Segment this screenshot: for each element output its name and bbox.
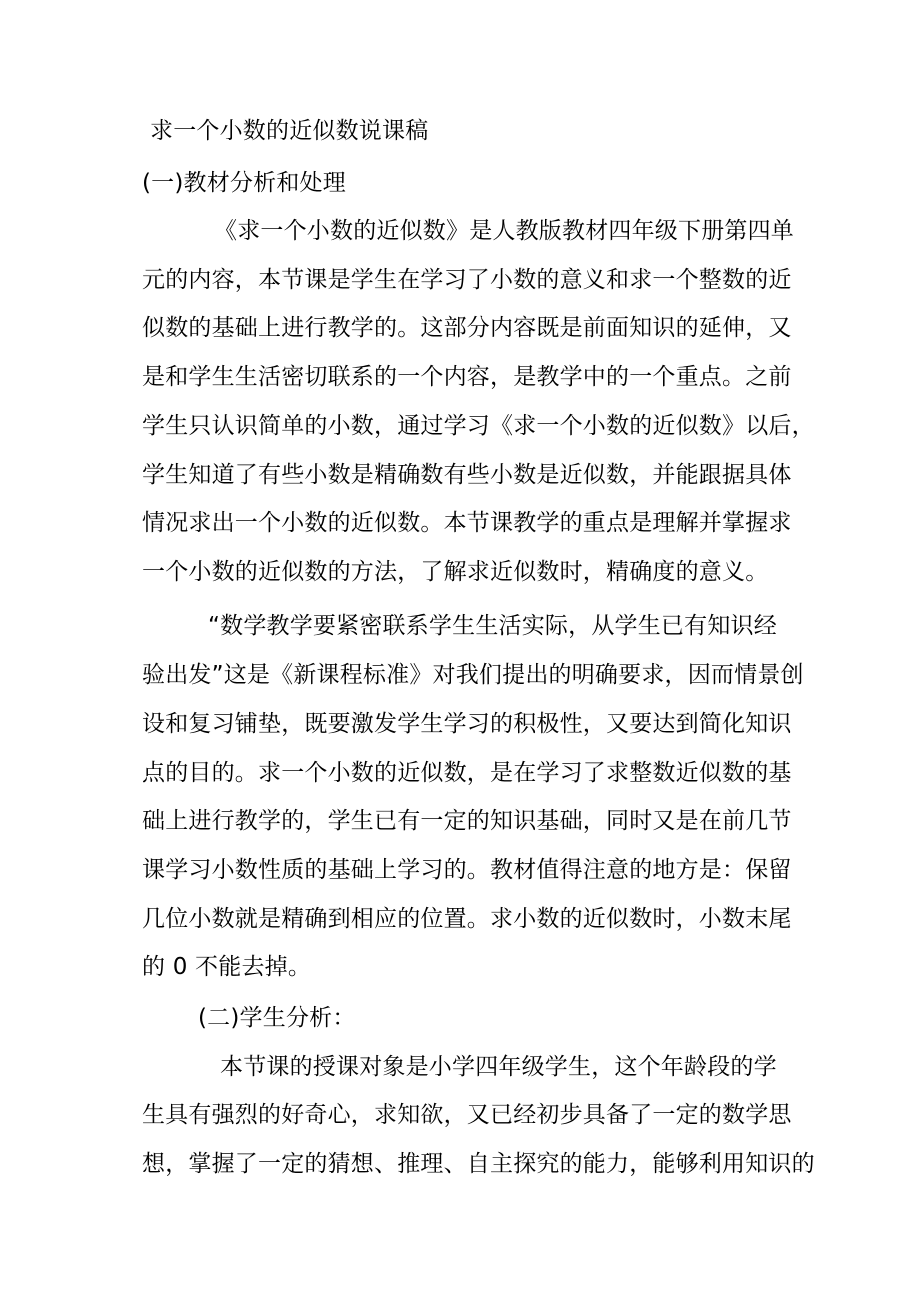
paragraph-line: 验出发”这是《新课程标准》对我们提出的明确要求，因而情景创 bbox=[142, 662, 804, 688]
paragraph-line: 的 0 不能去掉。 bbox=[142, 954, 312, 980]
paragraph-line: 设和复习铺垫，既要激发学生学习的积极性，又要达到简化知识 bbox=[142, 711, 792, 737]
paragraph-line: 础上进行教学的，学生已有一定的知识基础，同时又是在前几节 bbox=[142, 808, 792, 834]
paragraph-line: 课学习小数性质的基础上学习的。教材值得注意的地方是：保留 bbox=[142, 857, 792, 883]
section-heading-students: (二)学生分析： bbox=[198, 1005, 356, 1031]
paragraph-line: 元的内容，本节课是学生在学习了小数的意义和求一个整数的近 bbox=[142, 267, 792, 293]
paragraph-line: 几位小数就是精确到相应的位置。求小数的近似数时，小数末尾 bbox=[142, 906, 792, 932]
paragraph-line: “数学教学要紧密联系学生生活实际，从学生已有知识经 bbox=[208, 613, 777, 639]
paragraph-line: 生具有强烈的好奇心，求知欲，又已经初步具备了一定的数学思 bbox=[142, 1102, 792, 1128]
paragraph-line: 似数的基础上进行教学的。这部分内容既是前面知识的延伸，又 bbox=[142, 315, 792, 341]
paragraph-line: 学生知道了有些小数是精确数有些小数是近似数，并能跟据具体 bbox=[142, 462, 792, 488]
document-title: 求一个小数的近似数说课稿 bbox=[150, 118, 429, 144]
paragraph-line: 想，掌握了一定的猜想、推理、自主探究的能力，能够利用知识的 bbox=[142, 1151, 815, 1177]
section-heading-materials: (一)教材分析和处理 bbox=[142, 170, 346, 196]
paragraph-line: 一个小数的近似数的方法，了解求近似数时，精确度的意义。 bbox=[142, 559, 769, 585]
paragraph-line: 点的目的。求一个小数的近似数，是在学习了求整数近似数的基 bbox=[142, 760, 792, 786]
paragraph-line: 学生只认识简单的小数，通过学习《求一个小数的近似数》以后， bbox=[142, 413, 815, 439]
paragraph-line: 是和学生生活密切联系的一个内容，是教学中的一个重点。之前 bbox=[142, 364, 792, 390]
paragraph-line: 《求一个小数的近似数》是人教版教材四年级下册第四单 bbox=[214, 218, 794, 244]
paragraph-line: 情况求出一个小数的近似数。本节课教学的重点是理解并掌握求 bbox=[142, 510, 792, 536]
paragraph-line: 本节课的授课对象是小学四年级学生，这个年龄段的学 bbox=[220, 1054, 777, 1080]
